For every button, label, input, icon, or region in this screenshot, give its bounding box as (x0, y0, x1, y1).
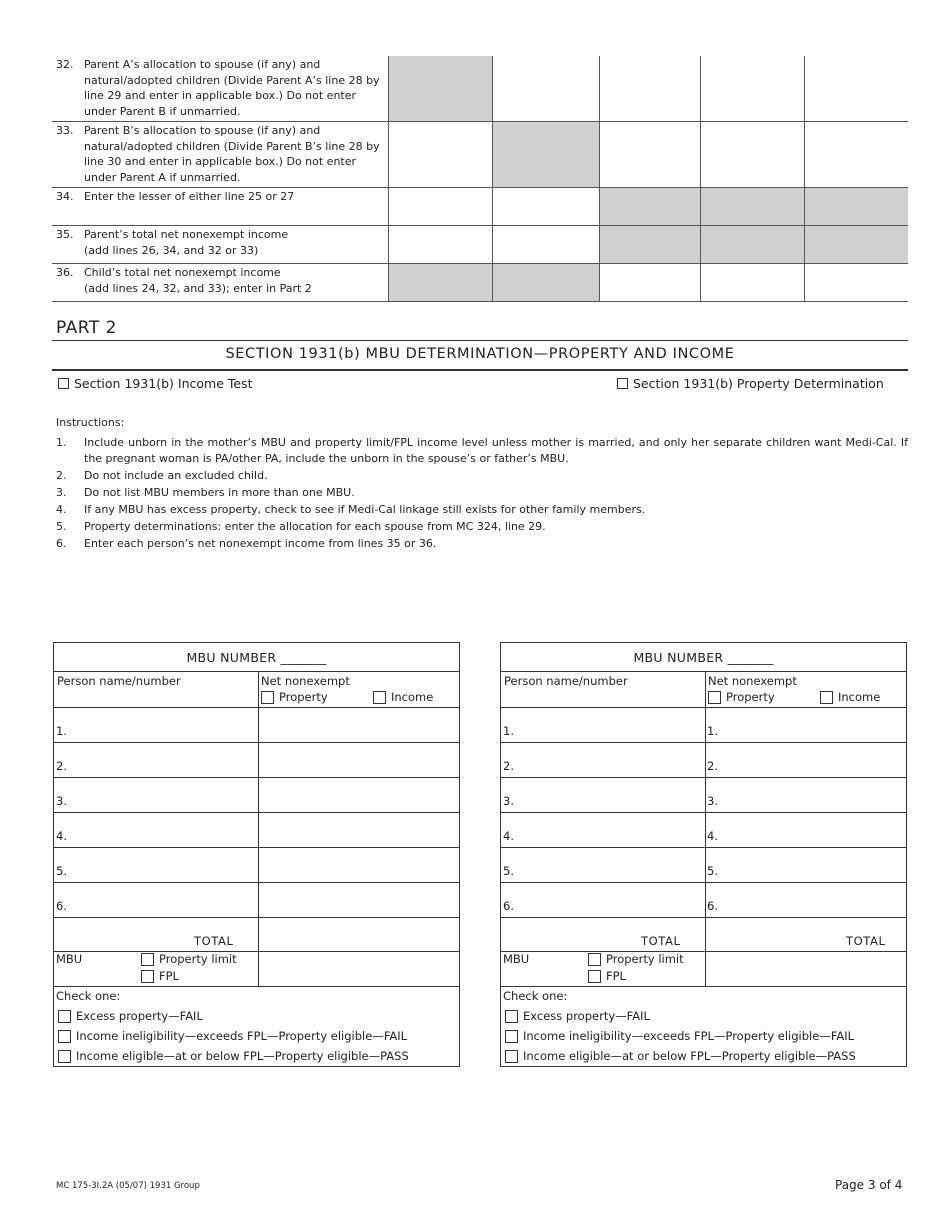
excess-property-option[interactable]: Excess property—FAIL (505, 1009, 650, 1023)
mbu-label: MBU (56, 952, 83, 966)
entry-cell[interactable] (388, 122, 492, 188)
row-description: Parent A’s allocation to spouse (if any) and natural/adopted children (Divide Parent A’s line 28 by line 29 and enter in applicable box.) Do not enter under Parent B if unmarried. (84, 58, 380, 118)
row-description: Enter the lesser of either line 25 or 27 (84, 190, 295, 203)
shaded-cell (492, 122, 599, 188)
shaded-cell (492, 264, 599, 302)
property-option[interactable]: Property (261, 690, 328, 704)
check-one-label: Check one: (56, 989, 121, 1003)
income-row-number[interactable]: 5. (707, 864, 718, 878)
income-eligible-checkbox[interactable] (505, 1050, 518, 1063)
entry-cell[interactable] (492, 188, 599, 226)
total-label: TOTAL (846, 934, 886, 948)
instruction-item: 5. Property determinations: enter the allocation for each spouse from MC 324, line 29. (56, 519, 546, 533)
instruction-item: 3. Do not list MBU members in more than one MBU. (56, 485, 355, 499)
row-line (501, 986, 906, 987)
property-determination-label: Section 1931(b) Property Determination (633, 376, 884, 391)
shaded-cell (599, 188, 700, 226)
row-number: 32. (56, 58, 74, 71)
net-nonexempt-header: Net nonexempt (708, 674, 797, 688)
property-limit-checkbox[interactable] (588, 953, 601, 966)
property-determination-option[interactable] (617, 376, 884, 391)
column-divider (258, 671, 259, 987)
row-label (52, 226, 388, 264)
person-row-number[interactable]: 4. (503, 829, 514, 843)
property-option[interactable]: Property (708, 690, 775, 704)
page-number: Page 3 of 4 (835, 1178, 903, 1192)
property-checkbox[interactable] (708, 691, 721, 704)
person-row-number[interactable]: 2. (56, 759, 67, 773)
income-ineligibility-option[interactable]: Income ineligibility—exceeds FPL—Property eligible—FAIL (505, 1029, 854, 1043)
row-label (52, 56, 388, 122)
fpl-option[interactable]: FPL (588, 969, 626, 983)
instruction-item: 6. Enter each person’s net nonexempt income from lines 35 or 36. (56, 536, 437, 550)
income-eligible-option[interactable]: Income eligible—at or below FPL—Property eligible—PASS (505, 1049, 856, 1063)
person-row-number[interactable]: 3. (503, 794, 514, 808)
entry-cell[interactable] (700, 56, 804, 122)
person-row-number[interactable]: 5. (503, 864, 514, 878)
excess-property-checkbox[interactable] (505, 1010, 518, 1023)
row-description: Parent B’s allocation to spouse (if any) and natural/adopted children (Divide Parent B’s line 28 by line 30 and enter in applicable box.) Do not enter under Parent A if unmarried. (84, 124, 380, 184)
shaded-cell (700, 226, 804, 264)
person-name-header: Person name/number (504, 674, 628, 688)
income-option[interactable]: Income (373, 690, 433, 704)
column-divider (705, 671, 706, 987)
instruction-item: 2. Do not include an excluded child. (56, 468, 268, 482)
total-label: TOTAL (194, 934, 234, 948)
entry-cell[interactable] (700, 264, 804, 302)
property-limit-option[interactable]: Property limit (588, 952, 684, 966)
shaded-cell (804, 226, 908, 264)
property-limit-checkbox[interactable] (141, 953, 154, 966)
row-line (54, 707, 459, 708)
row-line (54, 882, 459, 883)
income-row-number[interactable]: 3. (707, 794, 718, 808)
divider (52, 369, 908, 371)
row-line (501, 742, 906, 743)
row-number: 33. (56, 124, 74, 137)
income-row-number[interactable]: 6. (707, 899, 718, 913)
person-row-number[interactable]: 6. (56, 899, 67, 913)
property-limit-option[interactable]: Property limit (141, 952, 237, 966)
instruction-item: 4. If any MBU has excess property, check to see if Medi-Cal linkage still exists for other family members. (56, 502, 646, 516)
row-number: 35. (56, 228, 74, 241)
row-line (54, 986, 459, 987)
person-row-number[interactable]: 1. (56, 724, 67, 738)
income-lines-table (52, 56, 908, 302)
shaded-cell (599, 226, 700, 264)
row-line (54, 812, 459, 813)
entry-cell[interactable] (804, 122, 908, 188)
row-line (501, 707, 906, 708)
row-line (54, 951, 459, 952)
row-number: 34. (56, 190, 74, 203)
person-row-number[interactable]: 6. (503, 899, 514, 913)
income-option[interactable]: Income (820, 690, 880, 704)
income-test-label: Section 1931(b) Income Test (74, 376, 253, 391)
check-one-label: Check one: (503, 989, 568, 1003)
row-line (54, 777, 459, 778)
mbu-label: MBU (503, 952, 530, 966)
income-row-number[interactable]: 2. (707, 759, 718, 773)
income-row-number[interactable]: 4. (707, 829, 718, 843)
fpl-checkbox[interactable] (588, 970, 601, 983)
income-eligible-option[interactable]: Income eligible—at or below FPL—Property eligible—PASS (58, 1049, 409, 1063)
entry-cell[interactable] (700, 122, 804, 188)
shaded-cell (700, 188, 804, 226)
row-number: 36. (56, 266, 74, 279)
row-description: Parent’s total net nonexempt income (add lines 26, 34, and 32 or 33) (84, 228, 289, 257)
income-eligible-checkbox[interactable] (58, 1050, 71, 1063)
row-line (54, 917, 459, 918)
table-row-34 (52, 188, 908, 226)
row-line (501, 812, 906, 813)
table-row-32 (52, 56, 908, 122)
entry-cell[interactable] (804, 264, 908, 302)
person-row-number[interactable]: 1. (503, 724, 514, 738)
shaded-cell (388, 264, 492, 302)
row-line (501, 882, 906, 883)
row-line (501, 777, 906, 778)
table-row-35 (52, 226, 908, 264)
table-row-36 (52, 264, 908, 302)
entry-cell[interactable] (492, 56, 599, 122)
entry-cell[interactable] (599, 122, 700, 188)
income-checkbox[interactable] (820, 691, 833, 704)
excess-property-checkbox[interactable] (58, 1010, 71, 1023)
row-line (501, 847, 906, 848)
row-label (52, 264, 388, 302)
divider (52, 340, 908, 341)
person-row-number[interactable]: 3. (56, 794, 67, 808)
entry-cell[interactable] (388, 188, 492, 226)
entry-cell[interactable] (388, 226, 492, 264)
shaded-cell (388, 56, 492, 122)
property-determination-checkbox[interactable] (617, 378, 628, 389)
income-test-option[interactable] (58, 376, 252, 391)
income-row-number[interactable]: 1. (707, 724, 718, 738)
income-ineligibility-option[interactable]: Income ineligibility—exceeds FPL—Property eligible—FAIL (58, 1029, 407, 1043)
fpl-checkbox[interactable] (141, 970, 154, 983)
person-row-number[interactable]: 4. (56, 829, 67, 843)
income-ineligibility-checkbox[interactable] (505, 1030, 518, 1043)
excess-property-option[interactable]: Excess property—FAIL (58, 1009, 203, 1023)
mbu-box-2 (500, 642, 907, 1067)
mbu-number-header[interactable]: MBU NUMBER _______ (54, 643, 459, 672)
section-title: SECTION 1931(b) MBU DETERMINATION—PROPERTY AND INCOME (225, 346, 735, 362)
property-checkbox[interactable] (261, 691, 274, 704)
mbu-box-1 (53, 642, 460, 1067)
person-row-number[interactable]: 2. (503, 759, 514, 773)
row-label (52, 122, 388, 188)
fpl-option[interactable]: FPL (141, 969, 179, 983)
person-name-header: Person name/number (57, 674, 181, 688)
income-test-checkbox[interactable] (58, 378, 69, 389)
form-id: MC 175-3I.2A (05/07) 1931 Group (56, 1181, 200, 1191)
instruction-item: 1. Include unborn in the mother’s MBU and property limit/FPL income level unless mother is married, and only her separate children want Medi-Cal. If the pregnant woman is PA/other PA, include the unborn in the spouse’s or father’s MBU. (56, 436, 908, 465)
person-row-number[interactable]: 5. (56, 864, 67, 878)
income-checkbox[interactable] (373, 691, 386, 704)
instructions (56, 416, 908, 553)
instructions-heading: Instructions: (56, 416, 125, 429)
row-line (501, 917, 906, 918)
entry-cell[interactable] (492, 226, 599, 264)
part-title: PART 2 (56, 318, 117, 338)
row-line (54, 847, 459, 848)
net-nonexempt-header: Net nonexempt (261, 674, 350, 688)
income-ineligibility-checkbox[interactable] (58, 1030, 71, 1043)
shaded-cell (804, 188, 908, 226)
table-row-33 (52, 122, 908, 188)
total-label: TOTAL (641, 934, 681, 948)
entry-cell[interactable] (599, 264, 700, 302)
entry-cell[interactable] (804, 56, 908, 122)
mbu-number-header[interactable]: MBU NUMBER _______ (501, 643, 906, 672)
row-label (52, 188, 388, 226)
row-line (54, 742, 459, 743)
entry-cell[interactable] (599, 56, 700, 122)
row-description: Child’s total net nonexempt income (add lines 24, 32, and 33); enter in Part 2 (84, 266, 312, 295)
row-line (501, 951, 906, 952)
